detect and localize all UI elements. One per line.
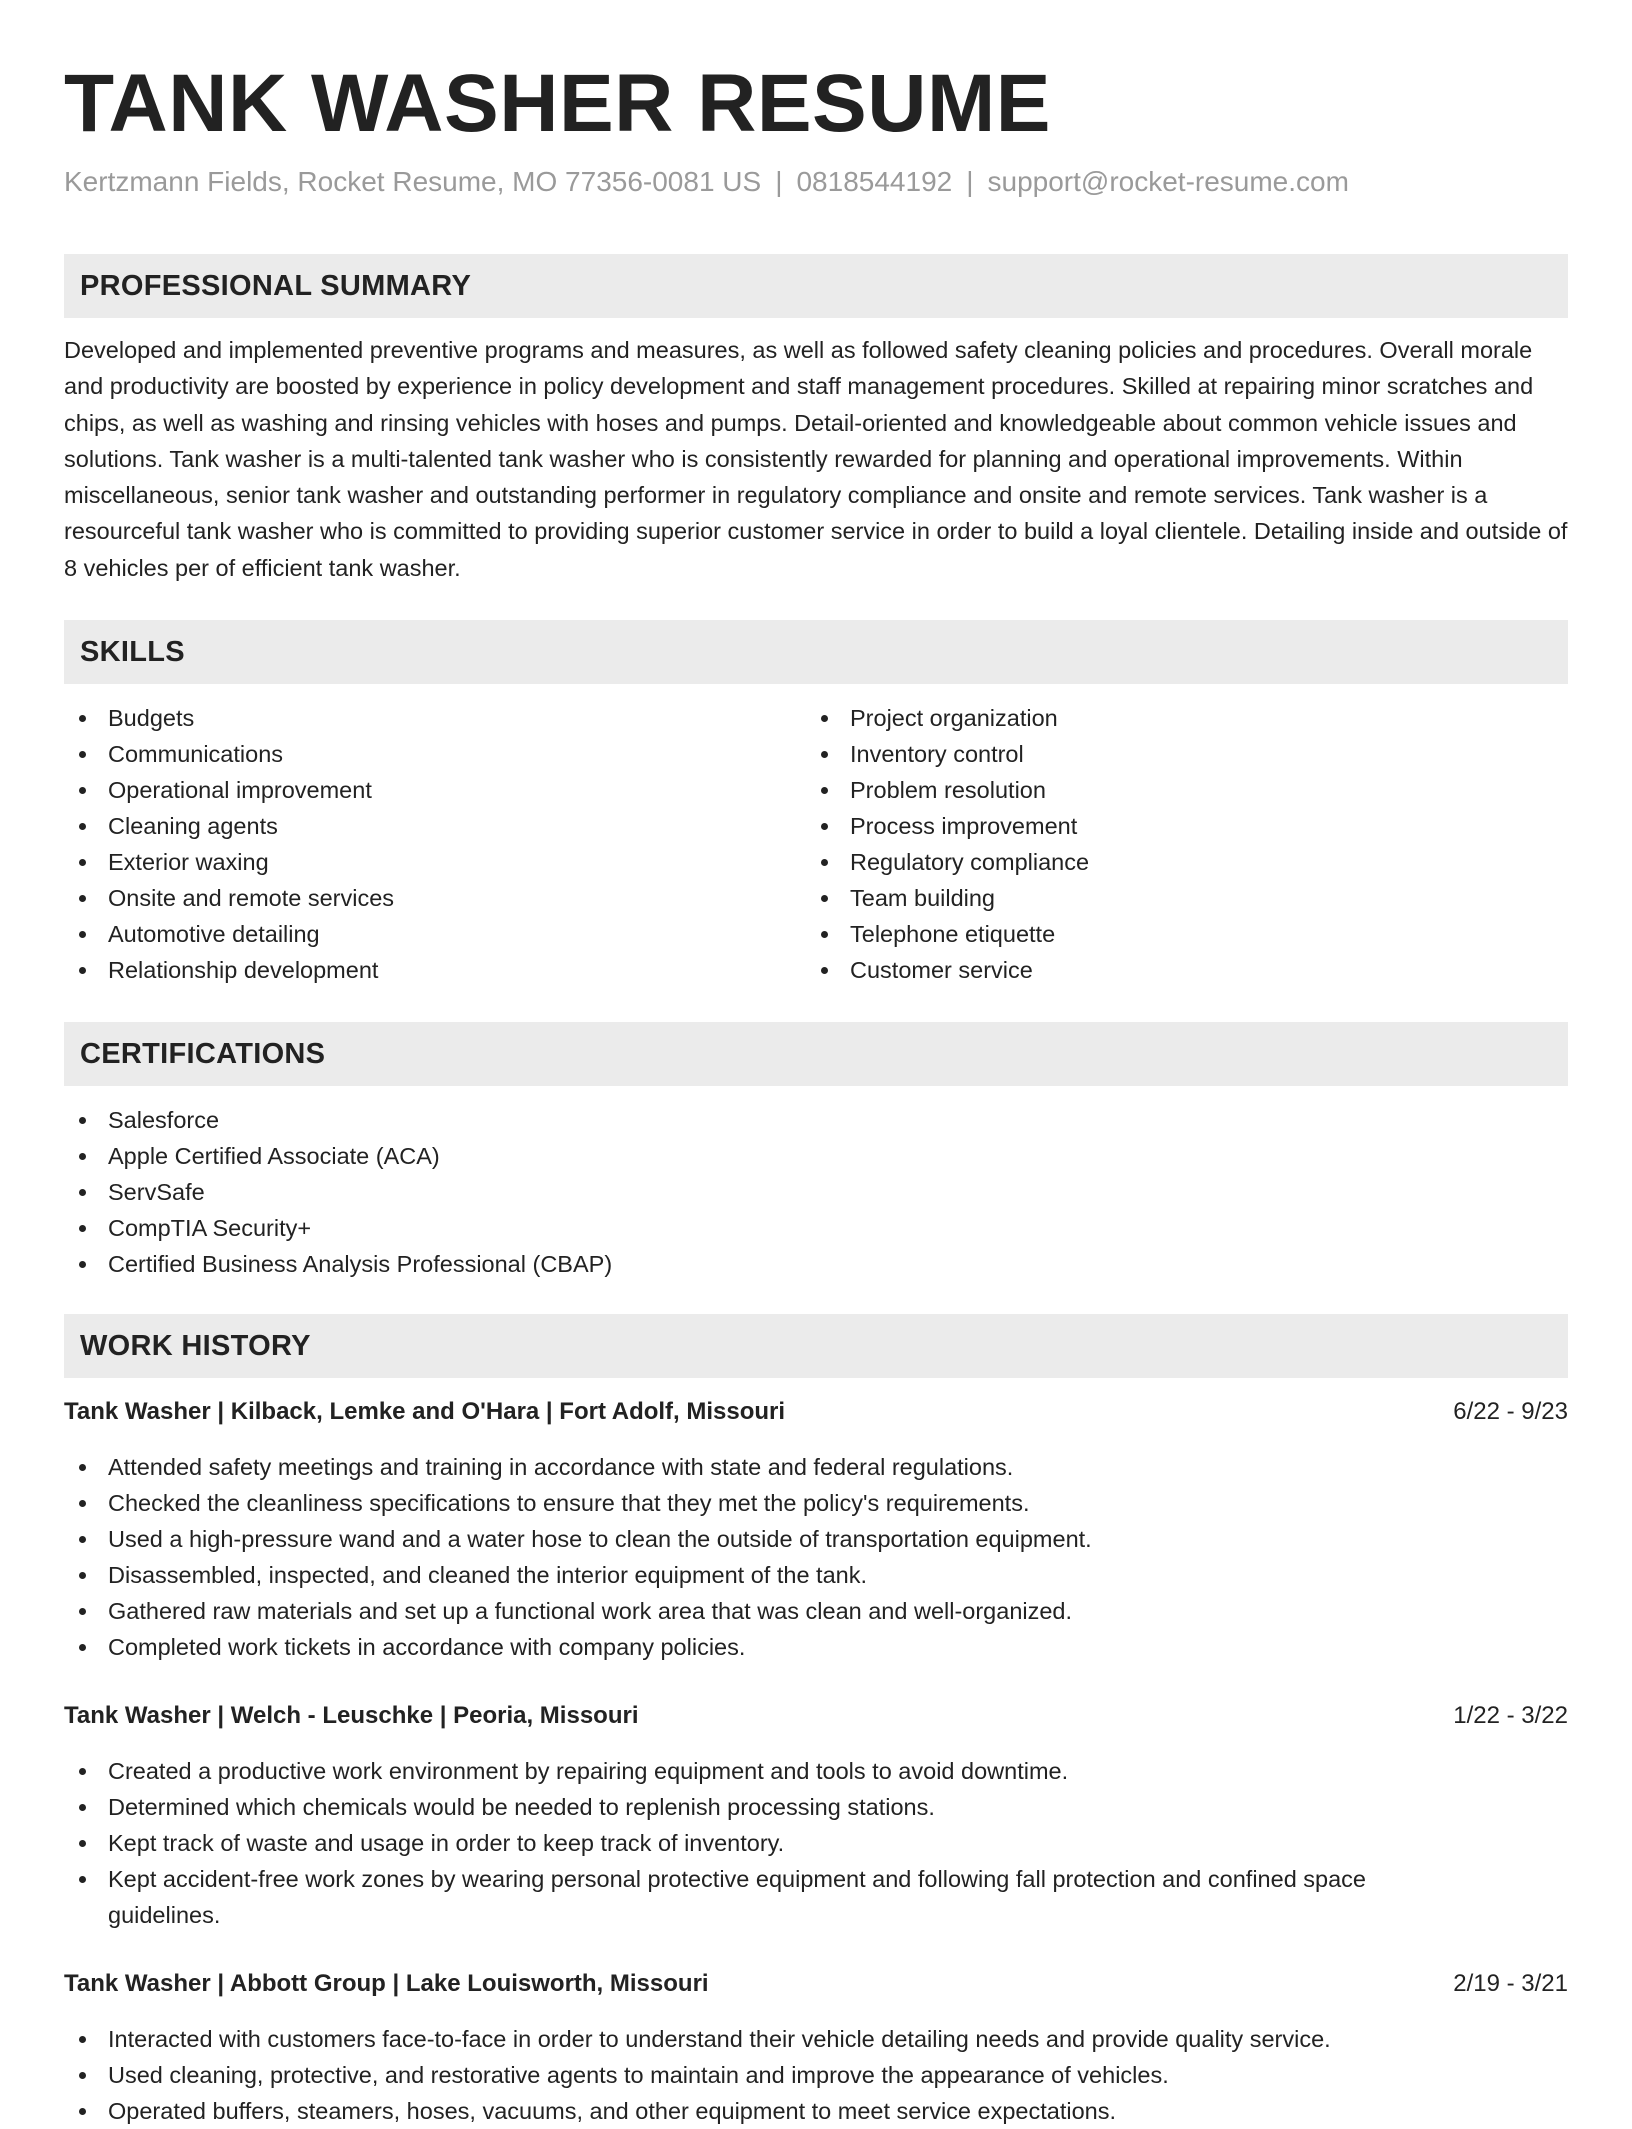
job-bullets [64, 1753, 1484, 1933]
job-bullet: Checked the cleanliness specifications to ensure that they met the policy's requirements. [64, 1485, 1484, 1521]
certification-item: Salesforce [64, 1102, 1568, 1138]
skill-item: Project organization [806, 700, 1546, 736]
skill-item: Cleaning agents [64, 808, 804, 844]
contact-separator: | [775, 166, 783, 197]
job-header [64, 1698, 1568, 1734]
skill-item: Team building [806, 880, 1546, 916]
job-bullet: Operated buffers, steamers, hoses, vacuums, and other equipment to meet service expectations. [64, 2093, 1484, 2129]
section-header-work-history: WORK HISTORY [64, 1314, 1568, 1378]
skill-item: Customer service [806, 952, 1546, 988]
contact-address: Kertzmann Fields, Rocket Resume, MO 77356-0081 US [64, 166, 762, 197]
contact-separator: | [966, 166, 974, 197]
contact-phone: 0818544192 [796, 166, 953, 197]
job-dates: 6/22 - 9/23 [1453, 1398, 1568, 1425]
skill-item: Problem resolution [806, 772, 1546, 808]
job-dates: 1/22 - 3/22 [1453, 1702, 1568, 1729]
skill-item: Inventory control [806, 736, 1546, 772]
job-bullet: Used a high-pressure wand and a water hose to clean the outside of transportation equipment. [64, 1521, 1484, 1557]
skill-item: Process improvement [806, 808, 1546, 844]
certification-item: Certified Business Analysis Professional (CBAP) [64, 1246, 1568, 1282]
job-bullet: Gathered raw materials and set up a functional work area that was clean and well-organized. [64, 1593, 1484, 1629]
section-header-skills: SKILLS [64, 620, 1568, 684]
skill-item: Operational improvement [64, 772, 804, 808]
skill-item: Automotive detailing [64, 916, 804, 952]
job-title: Tank Washer | Abbott Group | Lake Louisworth, Missouri [64, 1970, 709, 1997]
job-dates: 2/19 - 3/21 [1453, 1970, 1568, 1997]
skills-column-right [806, 700, 1546, 988]
certification-item: CompTIA Security+ [64, 1210, 1568, 1246]
job-bullet-list [64, 1449, 1484, 1665]
resume-title: TANK WASHER RESUME [64, 58, 1051, 149]
job-bullet: Kept track of waste and usage in order to keep track of inventory. [64, 1825, 1484, 1861]
job-bullet: Completed work tickets in accordance with company policies. [64, 1629, 1484, 1665]
job-bullets [64, 1449, 1484, 1665]
skill-item: Exterior waxing [64, 844, 804, 880]
contact-line [64, 166, 1349, 198]
job-bullet: Attended safety meetings and training in accordance with state and federal regulations. [64, 1449, 1484, 1485]
skills-column-left [64, 700, 804, 988]
job-bullet: Determined which chemicals would be needed to replenish processing stations. [64, 1789, 1484, 1825]
certification-item: Apple Certified Associate (ACA) [64, 1138, 1568, 1174]
job-header [64, 1394, 1568, 1430]
job-title: Tank Washer | Kilback, Lemke and O'Hara | Fort Adolf, Missouri [64, 1398, 786, 1425]
job-bullet-list [64, 1753, 1484, 1933]
job-bullet: Interacted with customers face-to-face in order to understand their vehicle detailing needs and provide quality service. [64, 2021, 1484, 2057]
certification-item: ServSafe [64, 1174, 1568, 1210]
skill-item: Onsite and remote services [64, 880, 804, 916]
skill-item: Relationship development [64, 952, 804, 988]
skills-list-left [64, 700, 804, 988]
section-header-certifications: CERTIFICATIONS [64, 1022, 1568, 1086]
job-bullets [64, 2021, 1484, 2129]
job-bullet-list [64, 2021, 1484, 2129]
section-header-summary: PROFESSIONAL SUMMARY [64, 254, 1568, 318]
skill-item: Communications [64, 736, 804, 772]
certifications-block [64, 1102, 1568, 1282]
job-bullet: Kept accident-free work zones by wearing personal protective equipment and following fall protection and confined space guidelines. [64, 1861, 1484, 1933]
summary-text: Developed and implemented preventive programs and measures, as well as followed safety cleaning policies and procedures. Overall morale and productivity are boosted by experience in policy development and staff management procedures. Skilled at repairing minor scratches and chips, as well as washing and rinsing vehicles with hoses and pumps. Detail-oriented and knowledgeable about common vehicle issues and solutions. Tank washer is a multi-talented tank washer who is consistently rewarded for planning and operational improvements. Within miscellaneous, senior tank washer and outstanding performer in regulatory compliance and onsite and remote services. Tank washer is a resourceful tank washer who is committed to providing superior customer service in order to build a loyal clientele. Detailing inside and outside of 8 vehicles per of efficient tank washer. [64, 337, 1568, 581]
skill-item: Telephone etiquette [806, 916, 1546, 952]
job-title: Tank Washer | Welch - Leuschke | Peoria, Missouri [64, 1702, 639, 1729]
contact-email: support@rocket-resume.com [987, 166, 1349, 197]
certifications-list [64, 1102, 1568, 1282]
job-bullet: Used cleaning, protective, and restorative agents to maintain and improve the appearance of vehicles. [64, 2057, 1484, 2093]
job-bullet: Created a productive work environment by repairing equipment and tools to avoid downtime. [64, 1753, 1484, 1789]
job-header [64, 1966, 1568, 2002]
skills-list-right [806, 700, 1546, 988]
skill-item: Regulatory compliance [806, 844, 1546, 880]
skill-item: Budgets [64, 700, 804, 736]
job-bullet: Disassembled, inspected, and cleaned the interior equipment of the tank. [64, 1557, 1484, 1593]
